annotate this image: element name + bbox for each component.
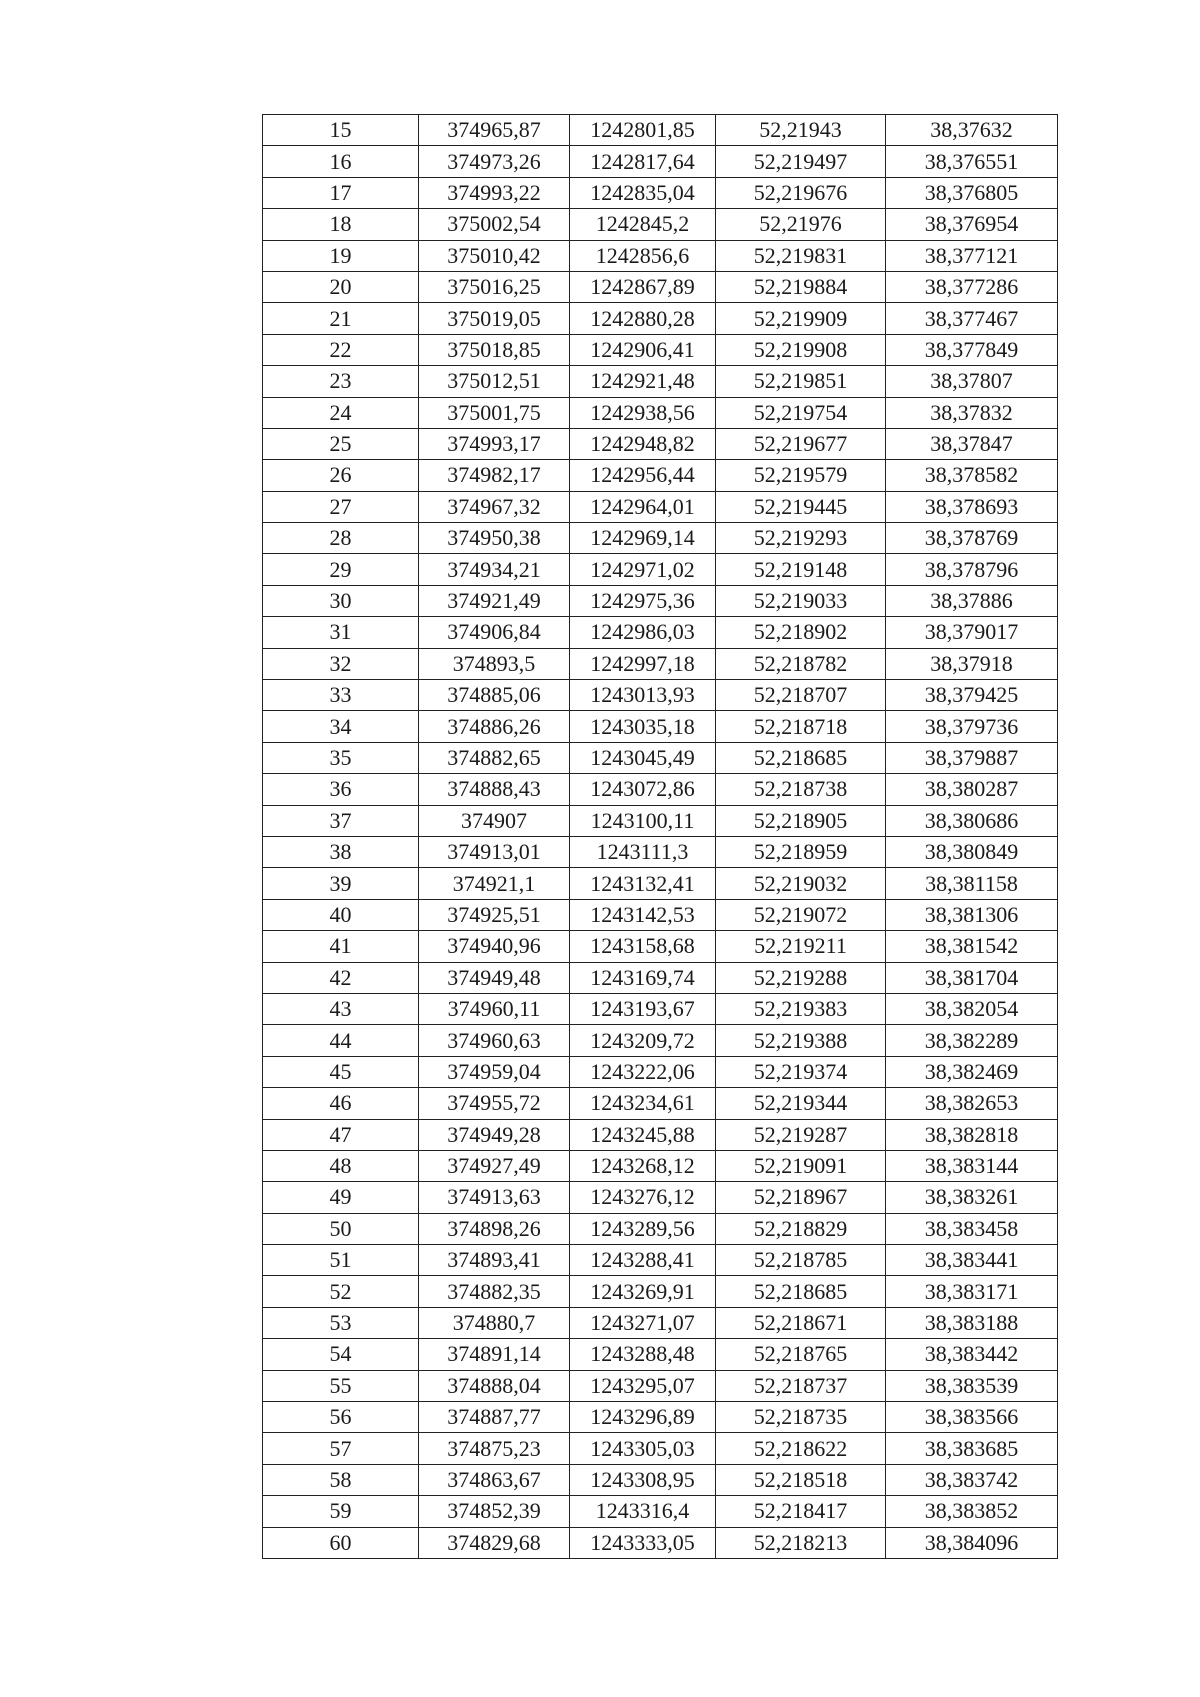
latitude-cell: 52,219383: [716, 993, 886, 1024]
longitude-cell: 38,377849: [886, 334, 1058, 365]
point-number-cell: 16: [263, 146, 419, 177]
point-number-cell: 37: [263, 805, 419, 836]
point-number-cell: 39: [263, 868, 419, 899]
point-number-cell: 18: [263, 209, 419, 240]
latitude-cell: 52,219908: [716, 334, 886, 365]
longitude-cell: 38,37632: [886, 115, 1058, 146]
y-coordinate-cell: 1243234,61: [570, 1088, 716, 1119]
longitude-cell: 38,383442: [886, 1339, 1058, 1370]
table-row: [263, 177, 1058, 208]
table-row: [263, 1339, 1058, 1370]
table-row: [263, 428, 1058, 459]
longitude-cell: 38,382289: [886, 1025, 1058, 1056]
table-row: [263, 240, 1058, 271]
latitude-cell: 52,219032: [716, 868, 886, 899]
longitude-cell: 38,382653: [886, 1088, 1058, 1119]
longitude-cell: 38,378693: [886, 491, 1058, 522]
x-coordinate-cell: 374893,41: [419, 1245, 570, 1276]
table-row: [263, 1245, 1058, 1276]
table-row: [263, 899, 1058, 930]
x-coordinate-cell: 374955,72: [419, 1088, 570, 1119]
longitude-cell: 38,383458: [886, 1213, 1058, 1244]
longitude-cell: 38,381704: [886, 962, 1058, 993]
longitude-cell: 38,377121: [886, 240, 1058, 271]
x-coordinate-cell: 375016,25: [419, 271, 570, 302]
point-number-cell: 32: [263, 648, 419, 679]
y-coordinate-cell: 1243305,03: [570, 1433, 716, 1464]
longitude-cell: 38,383188: [886, 1307, 1058, 1338]
latitude-cell: 52,218959: [716, 836, 886, 867]
point-number-cell: 15: [263, 115, 419, 146]
longitude-cell: 38,383742: [886, 1464, 1058, 1495]
x-coordinate-cell: 374882,35: [419, 1276, 570, 1307]
table-row: [263, 1088, 1058, 1119]
latitude-cell: 52,219148: [716, 554, 886, 585]
longitude-cell: 38,383441: [886, 1245, 1058, 1276]
longitude-cell: 38,376954: [886, 209, 1058, 240]
x-coordinate-cell: 375001,75: [419, 397, 570, 428]
table-row: [263, 931, 1058, 962]
table-row: [263, 303, 1058, 334]
y-coordinate-cell: 1242975,36: [570, 585, 716, 616]
point-number-cell: 41: [263, 931, 419, 962]
point-number-cell: 42: [263, 962, 419, 993]
latitude-cell: 52,218967: [716, 1182, 886, 1213]
point-number-cell: 30: [263, 585, 419, 616]
y-coordinate-cell: 1242856,6: [570, 240, 716, 271]
table-row: [263, 1150, 1058, 1181]
longitude-cell: 38,381306: [886, 899, 1058, 930]
y-coordinate-cell: 1243245,88: [570, 1119, 716, 1150]
table-row: [263, 1182, 1058, 1213]
point-number-cell: 22: [263, 334, 419, 365]
point-number-cell: 20: [263, 271, 419, 302]
x-coordinate-cell: 374949,28: [419, 1119, 570, 1150]
x-coordinate-cell: 375019,05: [419, 303, 570, 334]
point-number-cell: 52: [263, 1276, 419, 1307]
x-coordinate-cell: 374921,49: [419, 585, 570, 616]
y-coordinate-cell: 1243271,07: [570, 1307, 716, 1338]
table-row: [263, 146, 1058, 177]
point-number-cell: 44: [263, 1025, 419, 1056]
table-row: [263, 1433, 1058, 1464]
latitude-cell: 52,218718: [716, 711, 886, 742]
x-coordinate-cell: 374886,26: [419, 711, 570, 742]
point-number-cell: 58: [263, 1464, 419, 1495]
point-number-cell: 43: [263, 993, 419, 1024]
y-coordinate-cell: 1243193,67: [570, 993, 716, 1024]
latitude-cell: 52,219831: [716, 240, 886, 271]
longitude-cell: 38,383566: [886, 1402, 1058, 1433]
latitude-cell: 52,219374: [716, 1056, 886, 1087]
table-row: [263, 1402, 1058, 1433]
latitude-cell: 52,219851: [716, 366, 886, 397]
table-row: [263, 1527, 1058, 1558]
y-coordinate-cell: 1242801,85: [570, 115, 716, 146]
y-coordinate-cell: 1243072,86: [570, 774, 716, 805]
latitude-cell: 52,219288: [716, 962, 886, 993]
coordinates-table: [262, 114, 1058, 1559]
latitude-cell: 52,218707: [716, 680, 886, 711]
y-coordinate-cell: 1242845,2: [570, 209, 716, 240]
latitude-cell: 52,219388: [716, 1025, 886, 1056]
latitude-cell: 52,219676: [716, 177, 886, 208]
y-coordinate-cell: 1243132,41: [570, 868, 716, 899]
longitude-cell: 38,383852: [886, 1496, 1058, 1527]
table-row: [263, 680, 1058, 711]
y-coordinate-cell: 1243288,48: [570, 1339, 716, 1370]
longitude-cell: 38,383171: [886, 1276, 1058, 1307]
point-number-cell: 33: [263, 680, 419, 711]
y-coordinate-cell: 1243268,12: [570, 1150, 716, 1181]
x-coordinate-cell: 374913,01: [419, 836, 570, 867]
table-row: [263, 648, 1058, 679]
y-coordinate-cell: 1243111,3: [570, 836, 716, 867]
table-row: [263, 554, 1058, 585]
table-row: [263, 805, 1058, 836]
longitude-cell: 38,376551: [886, 146, 1058, 177]
y-coordinate-cell: 1242880,28: [570, 303, 716, 334]
x-coordinate-cell: 375010,42: [419, 240, 570, 271]
longitude-cell: 38,377286: [886, 271, 1058, 302]
y-coordinate-cell: 1243045,49: [570, 742, 716, 773]
x-coordinate-cell: 374940,96: [419, 931, 570, 962]
latitude-cell: 52,218685: [716, 742, 886, 773]
point-number-cell: 35: [263, 742, 419, 773]
latitude-cell: 52,219033: [716, 585, 886, 616]
point-number-cell: 48: [263, 1150, 419, 1181]
x-coordinate-cell: 374960,63: [419, 1025, 570, 1056]
y-coordinate-cell: 1243269,91: [570, 1276, 716, 1307]
latitude-cell: 52,219884: [716, 271, 886, 302]
latitude-cell: 52,21943: [716, 115, 886, 146]
latitude-cell: 52,218417: [716, 1496, 886, 1527]
table-row: [263, 491, 1058, 522]
x-coordinate-cell: 374885,06: [419, 680, 570, 711]
x-coordinate-cell: 374906,84: [419, 617, 570, 648]
longitude-cell: 38,376805: [886, 177, 1058, 208]
longitude-cell: 38,383685: [886, 1433, 1058, 1464]
table-row: [263, 1119, 1058, 1150]
point-number-cell: 46: [263, 1088, 419, 1119]
point-number-cell: 34: [263, 711, 419, 742]
point-number-cell: 25: [263, 428, 419, 459]
x-coordinate-cell: 374921,1: [419, 868, 570, 899]
x-coordinate-cell: 374993,17: [419, 428, 570, 459]
x-coordinate-cell: 375012,51: [419, 366, 570, 397]
y-coordinate-cell: 1242971,02: [570, 554, 716, 585]
x-coordinate-cell: 375002,54: [419, 209, 570, 240]
coordinates-table-body: [263, 115, 1058, 1559]
x-coordinate-cell: 374880,7: [419, 1307, 570, 1338]
y-coordinate-cell: 1242956,44: [570, 460, 716, 491]
table-row: [263, 1213, 1058, 1244]
table-row: [263, 115, 1058, 146]
table-row: [263, 585, 1058, 616]
table-row: [263, 1056, 1058, 1087]
x-coordinate-cell: 374965,87: [419, 115, 570, 146]
point-number-cell: 36: [263, 774, 419, 805]
x-coordinate-cell: 374967,32: [419, 491, 570, 522]
latitude-cell: 52,218737: [716, 1370, 886, 1401]
point-number-cell: 59: [263, 1496, 419, 1527]
point-number-cell: 38: [263, 836, 419, 867]
longitude-cell: 38,383144: [886, 1150, 1058, 1181]
table-row: [263, 334, 1058, 365]
x-coordinate-cell: 374863,67: [419, 1464, 570, 1495]
latitude-cell: 52,219677: [716, 428, 886, 459]
y-coordinate-cell: 1242997,18: [570, 648, 716, 679]
longitude-cell: 38,37886: [886, 585, 1058, 616]
longitude-cell: 38,37832: [886, 397, 1058, 428]
latitude-cell: 52,219579: [716, 460, 886, 491]
longitude-cell: 38,380287: [886, 774, 1058, 805]
table-row: [263, 1025, 1058, 1056]
x-coordinate-cell: 374934,21: [419, 554, 570, 585]
point-number-cell: 27: [263, 491, 419, 522]
latitude-cell: 52,218213: [716, 1527, 886, 1558]
table-row: [263, 711, 1058, 742]
x-coordinate-cell: 374927,49: [419, 1150, 570, 1181]
x-coordinate-cell: 374959,04: [419, 1056, 570, 1087]
point-number-cell: 28: [263, 523, 419, 554]
longitude-cell: 38,383261: [886, 1182, 1058, 1213]
longitude-cell: 38,381542: [886, 931, 1058, 962]
x-coordinate-cell: 374913,63: [419, 1182, 570, 1213]
latitude-cell: 52,218622: [716, 1433, 886, 1464]
latitude-cell: 52,218785: [716, 1245, 886, 1276]
latitude-cell: 52,219072: [716, 899, 886, 930]
y-coordinate-cell: 1242938,56: [570, 397, 716, 428]
longitude-cell: 38,37847: [886, 428, 1058, 459]
x-coordinate-cell: 374925,51: [419, 899, 570, 930]
y-coordinate-cell: 1243308,95: [570, 1464, 716, 1495]
point-number-cell: 17: [263, 177, 419, 208]
x-coordinate-cell: 374852,39: [419, 1496, 570, 1527]
x-coordinate-cell: 374888,04: [419, 1370, 570, 1401]
latitude-cell: 52,218782: [716, 648, 886, 679]
latitude-cell: 52,218905: [716, 805, 886, 836]
latitude-cell: 52,218765: [716, 1339, 886, 1370]
point-number-cell: 50: [263, 1213, 419, 1244]
x-coordinate-cell: 374888,43: [419, 774, 570, 805]
y-coordinate-cell: 1242986,03: [570, 617, 716, 648]
table-row: [263, 209, 1058, 240]
point-number-cell: 31: [263, 617, 419, 648]
y-coordinate-cell: 1242921,48: [570, 366, 716, 397]
point-number-cell: 26: [263, 460, 419, 491]
longitude-cell: 38,382469: [886, 1056, 1058, 1087]
point-number-cell: 51: [263, 1245, 419, 1276]
table-row: [263, 836, 1058, 867]
y-coordinate-cell: 1242835,04: [570, 177, 716, 208]
table-row: [263, 1276, 1058, 1307]
x-coordinate-cell: 374875,23: [419, 1433, 570, 1464]
longitude-cell: 38,382054: [886, 993, 1058, 1024]
x-coordinate-cell: 374993,22: [419, 177, 570, 208]
x-coordinate-cell: 374887,77: [419, 1402, 570, 1433]
y-coordinate-cell: 1242948,82: [570, 428, 716, 459]
y-coordinate-cell: 1243316,4: [570, 1496, 716, 1527]
point-number-cell: 53: [263, 1307, 419, 1338]
y-coordinate-cell: 1243333,05: [570, 1527, 716, 1558]
y-coordinate-cell: 1242817,64: [570, 146, 716, 177]
x-coordinate-cell: 374950,38: [419, 523, 570, 554]
point-number-cell: 60: [263, 1527, 419, 1558]
point-number-cell: 40: [263, 899, 419, 930]
point-number-cell: 29: [263, 554, 419, 585]
x-coordinate-cell: 374893,5: [419, 648, 570, 679]
latitude-cell: 52,219754: [716, 397, 886, 428]
point-number-cell: 19: [263, 240, 419, 271]
table-row: [263, 617, 1058, 648]
table-row: [263, 397, 1058, 428]
longitude-cell: 38,378796: [886, 554, 1058, 585]
point-number-cell: 23: [263, 366, 419, 397]
y-coordinate-cell: 1242964,01: [570, 491, 716, 522]
y-coordinate-cell: 1243158,68: [570, 931, 716, 962]
longitude-cell: 38,378769: [886, 523, 1058, 554]
x-coordinate-cell: 374891,14: [419, 1339, 570, 1370]
y-coordinate-cell: 1243295,07: [570, 1370, 716, 1401]
latitude-cell: 52,219287: [716, 1119, 886, 1150]
point-number-cell: 55: [263, 1370, 419, 1401]
point-number-cell: 24: [263, 397, 419, 428]
x-coordinate-cell: 374960,11: [419, 993, 570, 1024]
y-coordinate-cell: 1242906,41: [570, 334, 716, 365]
y-coordinate-cell: 1243222,06: [570, 1056, 716, 1087]
table-row: [263, 271, 1058, 302]
latitude-cell: 52,218738: [716, 774, 886, 805]
y-coordinate-cell: 1243142,53: [570, 899, 716, 930]
latitude-cell: 52,219293: [716, 523, 886, 554]
longitude-cell: 38,380849: [886, 836, 1058, 867]
latitude-cell: 52,218685: [716, 1276, 886, 1307]
y-coordinate-cell: 1243288,41: [570, 1245, 716, 1276]
y-coordinate-cell: 1243209,72: [570, 1025, 716, 1056]
longitude-cell: 38,379736: [886, 711, 1058, 742]
table-row: [263, 774, 1058, 805]
x-coordinate-cell: 374882,65: [419, 742, 570, 773]
table-row: [263, 366, 1058, 397]
latitude-cell: 52,218518: [716, 1464, 886, 1495]
point-number-cell: 21: [263, 303, 419, 334]
table-row: [263, 1464, 1058, 1495]
latitude-cell: 52,219211: [716, 931, 886, 962]
y-coordinate-cell: 1243035,18: [570, 711, 716, 742]
longitude-cell: 38,37807: [886, 366, 1058, 397]
longitude-cell: 38,378582: [886, 460, 1058, 491]
table-row: [263, 1370, 1058, 1401]
latitude-cell: 52,218735: [716, 1402, 886, 1433]
point-number-cell: 54: [263, 1339, 419, 1370]
table-row: [263, 868, 1058, 899]
longitude-cell: 38,380686: [886, 805, 1058, 836]
x-coordinate-cell: 375018,85: [419, 334, 570, 365]
point-number-cell: 56: [263, 1402, 419, 1433]
x-coordinate-cell: 374829,68: [419, 1527, 570, 1558]
latitude-cell: 52,219497: [716, 146, 886, 177]
y-coordinate-cell: 1243289,56: [570, 1213, 716, 1244]
x-coordinate-cell: 374973,26: [419, 146, 570, 177]
longitude-cell: 38,377467: [886, 303, 1058, 334]
latitude-cell: 52,219445: [716, 491, 886, 522]
x-coordinate-cell: 374982,17: [419, 460, 570, 491]
point-number-cell: 47: [263, 1119, 419, 1150]
longitude-cell: 38,381158: [886, 868, 1058, 899]
latitude-cell: 52,219344: [716, 1088, 886, 1119]
table-row: [263, 460, 1058, 491]
latitude-cell: 52,219909: [716, 303, 886, 334]
table-row: [263, 742, 1058, 773]
table-row: [263, 1307, 1058, 1338]
longitude-cell: 38,384096: [886, 1527, 1058, 1558]
x-coordinate-cell: 374907: [419, 805, 570, 836]
longitude-cell: 38,382818: [886, 1119, 1058, 1150]
longitude-cell: 38,379887: [886, 742, 1058, 773]
y-coordinate-cell: 1243013,93: [570, 680, 716, 711]
x-coordinate-cell: 374949,48: [419, 962, 570, 993]
longitude-cell: 38,37918: [886, 648, 1058, 679]
latitude-cell: 52,219091: [716, 1150, 886, 1181]
y-coordinate-cell: 1243276,12: [570, 1182, 716, 1213]
table-row: [263, 1496, 1058, 1527]
longitude-cell: 38,383539: [886, 1370, 1058, 1401]
y-coordinate-cell: 1242969,14: [570, 523, 716, 554]
table-row: [263, 962, 1058, 993]
latitude-cell: 52,218829: [716, 1213, 886, 1244]
latitude-cell: 52,218671: [716, 1307, 886, 1338]
longitude-cell: 38,379017: [886, 617, 1058, 648]
point-number-cell: 49: [263, 1182, 419, 1213]
table-row: [263, 523, 1058, 554]
latitude-cell: 52,21976: [716, 209, 886, 240]
point-number-cell: 45: [263, 1056, 419, 1087]
x-coordinate-cell: 374898,26: [419, 1213, 570, 1244]
point-number-cell: 57: [263, 1433, 419, 1464]
longitude-cell: 38,379425: [886, 680, 1058, 711]
y-coordinate-cell: 1242867,89: [570, 271, 716, 302]
y-coordinate-cell: 1243296,89: [570, 1402, 716, 1433]
y-coordinate-cell: 1243169,74: [570, 962, 716, 993]
table-row: [263, 993, 1058, 1024]
latitude-cell: 52,218902: [716, 617, 886, 648]
y-coordinate-cell: 1243100,11: [570, 805, 716, 836]
